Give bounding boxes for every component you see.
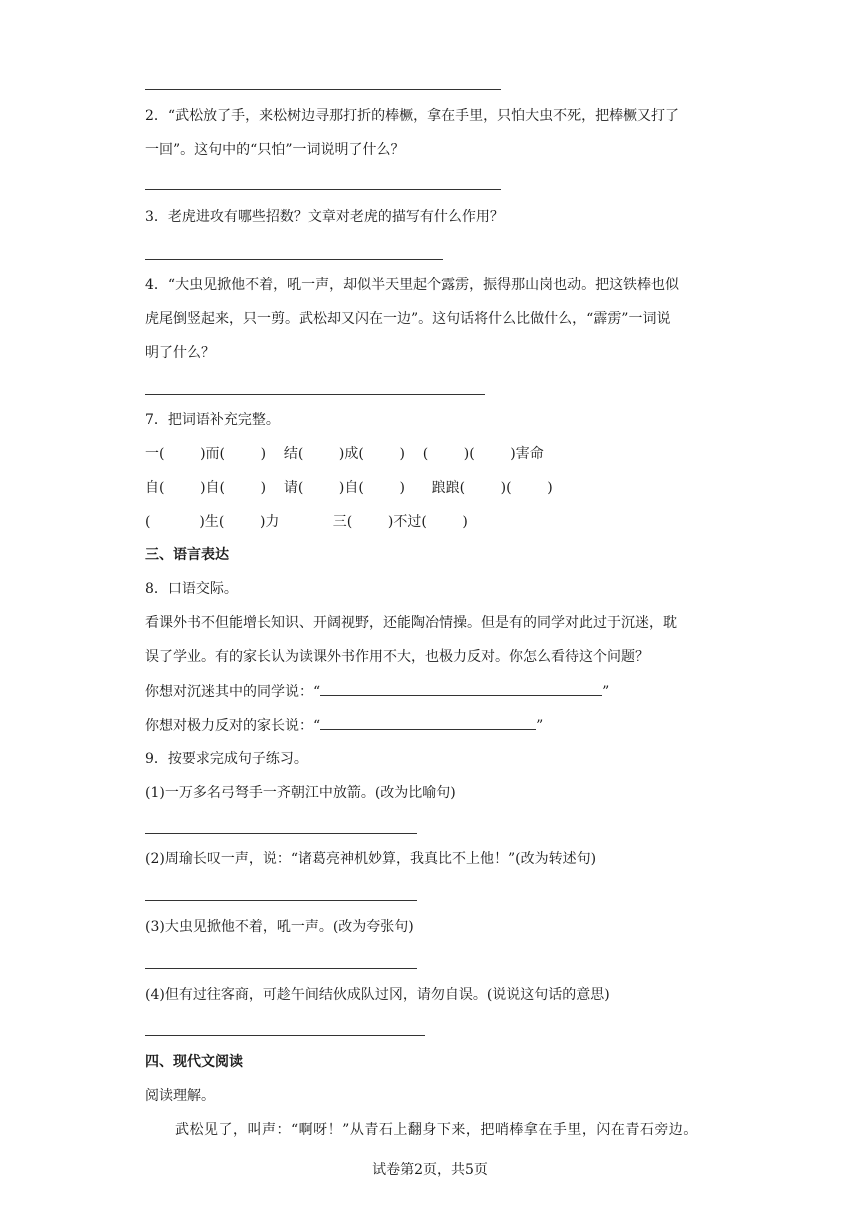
q7-row3: ( )生( )力 三( )不过( )	[145, 514, 468, 530]
q8-text: 8．口语交际。	[145, 581, 238, 597]
q2-text-line1: 2．“武松放了手，来松树边寻那打折的棒橛，拿在手里，只怕大虫不死，把棒橛又打了	[145, 108, 680, 124]
q7-text: 7．把词语补充完整。	[145, 412, 280, 428]
q8-student-close-quote: ”	[602, 684, 610, 700]
answer-line-q1	[145, 89, 501, 90]
q8-parent-blank[interactable]	[320, 715, 536, 730]
q8-paragraph-line2: 误了学业。有的家长认为读课外书作用不大，也极力反对。你怎么看待这个问题？	[145, 649, 649, 665]
q8-parent-close-quote: ”	[536, 718, 544, 734]
q9-item3: (3)大虫见掀他不着，吼一声。(改为夸张句)	[145, 919, 414, 935]
section3-heading: 三、语言表达	[145, 547, 229, 563]
q9-item1: (1)一万多名弓弩手一齐朝江中放箭。(改为比喻句)	[145, 785, 456, 801]
q8-parent-prefix: 你想对极力反对的家长说：“	[145, 718, 321, 734]
answer-line-q9-4	[145, 1035, 425, 1036]
answer-line-q3	[145, 259, 443, 260]
page-footer: 试卷第2页，共5页	[372, 1162, 488, 1178]
answer-line-q9-3	[145, 968, 417, 969]
q7-row1: 一( )而( ) 结( )成( ) ( )( )害命	[145, 446, 544, 462]
answer-line-q9-2	[145, 900, 417, 901]
answer-line-q9-1	[145, 833, 417, 834]
reading-passage-line1: 武松见了，叫声：“啊呀！”从青石上翻身下来，把哨棒拿在手里，闪在青石旁边。	[175, 1122, 698, 1138]
q8-student-line	[145, 681, 609, 702]
q7-row2: 自( )自( ) 请( )自( ) 踉踉( )( )	[145, 480, 553, 496]
q4-text-line2: 虎尾倒竖起来，只一剪。武松却又闪在一边”。这句话将什么比做什么，“霹雳”一词说	[145, 311, 671, 327]
q8-paragraph-line1: 看课外书不但能增长知识、开阔视野，还能陶冶情操。但是有的同学对此过于沉迷，耽	[145, 615, 677, 631]
q8-student-blank[interactable]	[320, 681, 602, 696]
q9-item4: (4)但有过往客商，可趁午间结伙成队过冈，请勿自误。(说说这句话的意思)	[145, 987, 610, 1003]
q2-text-line2: 一回”。这句中的“只怕”一词说明了什么？	[145, 142, 405, 158]
section4-heading: 四、现代文阅读	[145, 1054, 243, 1070]
q4-text-line1: 4．“大虫见掀他不着，吼一声，却似半天里起个露雳，振得那山岗也动。把这铁棒也似	[145, 277, 680, 293]
reading-intro: 阅读理解。	[145, 1088, 215, 1104]
q4-text-line3: 明了什么？	[145, 345, 215, 361]
answer-line-q4	[145, 394, 485, 395]
q3-text: 3．老虎进攻有哪些招数？文章对老虎的描写有什么作用？	[145, 209, 504, 225]
answer-line-q2	[145, 189, 501, 190]
q9-item2: (2)周瑜长叹一声，说：“诸葛亮神机妙算，我真比不上他！”(改为转述句)	[145, 851, 597, 867]
q8-parent-line	[145, 715, 543, 736]
q8-student-prefix: 你想对沉迷其中的同学说：“	[145, 684, 321, 700]
q9-text: 9．按要求完成句子练习。	[145, 751, 308, 767]
